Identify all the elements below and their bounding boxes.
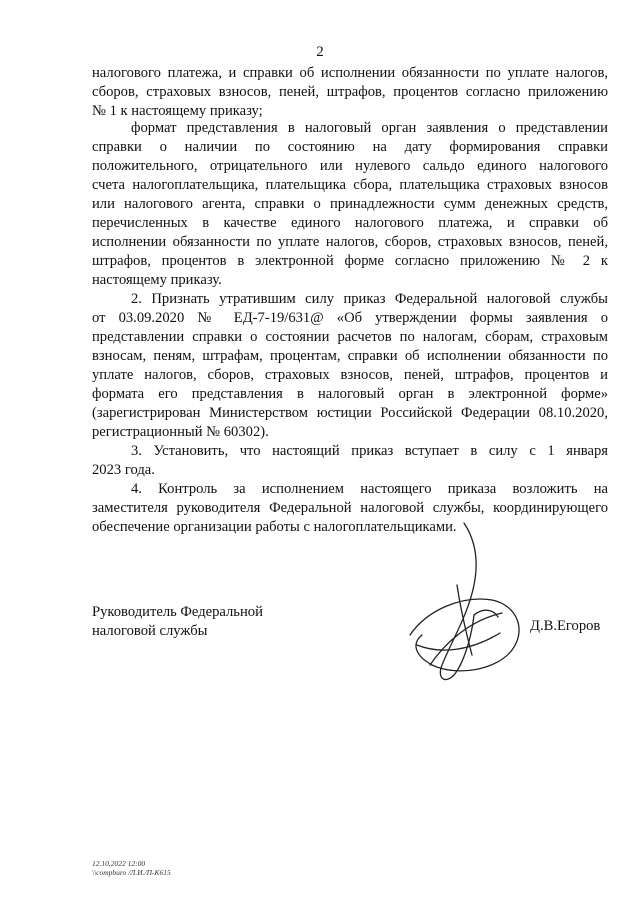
signer-position-line1: Руководитель Федеральной (92, 604, 263, 620)
text-line: штрафов, процентов в электронной форме согласно приложению № 2 к (92, 253, 608, 269)
text-line: регистрационный № 60302). (92, 424, 269, 440)
text-line: 3. Установить, что настоящий приказ вступает в силу с 1 января (131, 443, 608, 459)
text-line: 2. Признать утратившим силу приказ Федеральной налоговой службы (131, 291, 608, 307)
signer-position-line2: налоговой службы (92, 623, 208, 639)
text-line: уплате налогов, сборов, страховых взносов, пеней, штрафов, процентов и (92, 367, 608, 383)
text-line: заместителя руководителя Федеральной налоговой службы, координирующего (92, 500, 608, 516)
text-line: обеспечение организации работы с налогоплательщиками. (92, 519, 457, 535)
text-line: взносам, пеням, штрафам, процентам, справки об исполнении обязанности по (92, 348, 608, 364)
text-line: справки о наличии по состоянию на дату формирования справки (92, 139, 608, 155)
text-line: счета налогоплательщика, плательщика сбора, плательщика страховых взносов (92, 177, 608, 193)
signer-name: Д.В.Егоров (530, 618, 601, 634)
handwritten-signature (402, 515, 532, 690)
text-line: 4. Контроль за исполнением настоящего приказа возложить на (131, 481, 608, 497)
text-line: № 1 к настоящему приказу; (92, 103, 263, 119)
text-line: налогового платежа, и справки об исполнении обязанности по уплате налогов, (92, 65, 608, 81)
text-line: перечисленных в качестве единого налогового платежа, и справки об (92, 215, 608, 231)
text-line: исполнении обязанности по уплате налогов, сборов, страховых взносов, пеней, (92, 234, 608, 250)
footer-timestamp: 12.10.2022 12:00 (92, 859, 146, 868)
text-line: формата его представления в налоговый орган в электронной форме» (92, 386, 608, 402)
page-number: 2 (316, 44, 324, 60)
text-line: положительного, отрицательного или нулевого сальдо единого налогового (92, 158, 608, 174)
text-line: 2023 года. (92, 462, 155, 478)
text-line: представлении справки о состоянии расчетов по налогам, сборам, страховым (92, 329, 608, 345)
text-line: настоящему приказу. (92, 272, 222, 288)
text-line: от 03.09.2020 № ЕД-7-19/631@ «Об утверждении формы заявления о (92, 310, 608, 326)
text-line: формат представления в налоговый орган заявления о представлении (131, 120, 608, 136)
text-line: или налогового агента, справки о принадлежности сумм денежных средств, (92, 196, 608, 212)
text-line: сборов, страховых взносов, пеней, штрафов, процентов согласно приложению (92, 84, 608, 100)
footer-file-path: \\compburo /Л.И./П-К615 (92, 868, 171, 877)
text-line: (зарегистрирован Министерством юстиции Российской Федерации 08.10.2020, (92, 405, 608, 421)
